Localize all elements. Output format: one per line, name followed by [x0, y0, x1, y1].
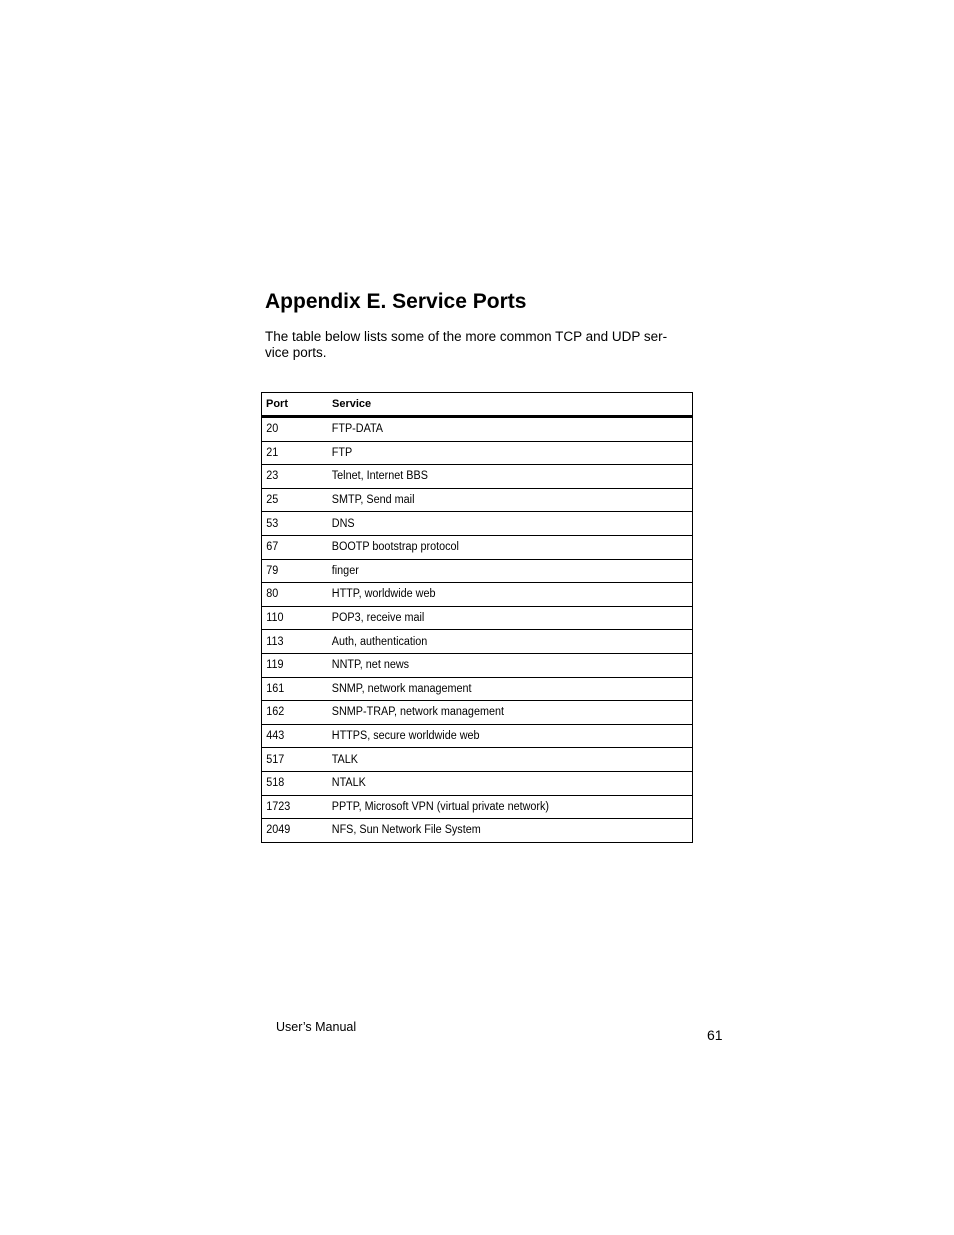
service-cell: SMTP, Send mail	[328, 488, 671, 512]
intro-line-2: vice ports.	[265, 345, 327, 360]
port-cell: 25	[262, 488, 325, 512]
intro-line-1: The table below lists some of the more common TCP and UDP ser-	[265, 329, 668, 344]
port-cell: 113	[262, 630, 325, 654]
port-cell: 79	[262, 559, 325, 583]
port-cell: 119	[262, 653, 325, 677]
port-cell: 1723	[262, 795, 325, 819]
service-cell: DNS	[328, 512, 671, 536]
service-cell: finger	[328, 559, 671, 583]
table-row	[262, 724, 693, 748]
port-cell: 2049	[262, 819, 325, 843]
page-title: Appendix E. Service Ports	[265, 290, 527, 313]
port-cell: 67	[262, 535, 325, 559]
table-row	[262, 488, 693, 512]
table-row	[262, 583, 693, 607]
table-row	[262, 535, 693, 559]
port-cell: 110	[262, 606, 325, 630]
table-header-row	[262, 393, 693, 417]
port-cell: 23	[262, 465, 325, 489]
table-row	[262, 701, 693, 725]
service-cell: NTALK	[328, 771, 671, 795]
port-cell: 53	[262, 512, 325, 536]
port-cell: 518	[262, 771, 325, 795]
service-cell: TALK	[328, 748, 671, 772]
table-row	[262, 795, 693, 819]
table-row	[262, 748, 693, 772]
service-cell: Telnet, Internet BBS	[328, 465, 671, 489]
port-cell: 443	[262, 724, 325, 748]
table-row	[262, 465, 693, 489]
service-cell: HTTPS, secure worldwide web	[328, 724, 671, 748]
table-row	[262, 441, 693, 465]
port-cell: 21	[262, 441, 325, 465]
table-row	[262, 771, 693, 795]
service-cell: PPTP, Microsoft VPN (virtual private network)	[328, 795, 671, 819]
port-cell: 80	[262, 583, 325, 607]
table-row	[262, 417, 693, 442]
table-row	[262, 630, 693, 654]
table-row	[262, 677, 693, 701]
page-number: 61	[707, 1027, 723, 1043]
service-cell: SNMP-TRAP, network management	[328, 701, 671, 725]
table-row	[262, 606, 693, 630]
port-cell: 517	[262, 748, 325, 772]
service-cell: Auth, authentication	[328, 630, 671, 654]
service-cell: FTP-DATA	[331, 423, 384, 436]
service-cell: SNMP, network management	[328, 677, 671, 701]
service-cell: NNTP, net news	[328, 653, 671, 677]
port-cell: 20	[265, 423, 278, 436]
table-row	[262, 653, 693, 677]
intro-paragraph	[265, 329, 695, 361]
service-cell: POP3, receive mail	[328, 606, 671, 630]
port-cell: 162	[262, 701, 325, 725]
service-cell: BOOTP bootstrap protocol	[328, 535, 671, 559]
service-cell: FTP	[328, 441, 671, 465]
table-row	[262, 559, 693, 583]
table-row	[262, 819, 693, 843]
header-service: Service	[328, 393, 693, 417]
port-cell: 161	[262, 677, 325, 701]
header-port: Port	[262, 393, 329, 417]
service-cell: NFS, Sun Network File System	[328, 819, 671, 843]
table-row	[262, 512, 693, 536]
service-ports-table	[261, 392, 693, 843]
footer-manual-label: User’s Manual	[276, 1020, 357, 1034]
service-cell: HTTP, worldwide web	[328, 583, 671, 607]
